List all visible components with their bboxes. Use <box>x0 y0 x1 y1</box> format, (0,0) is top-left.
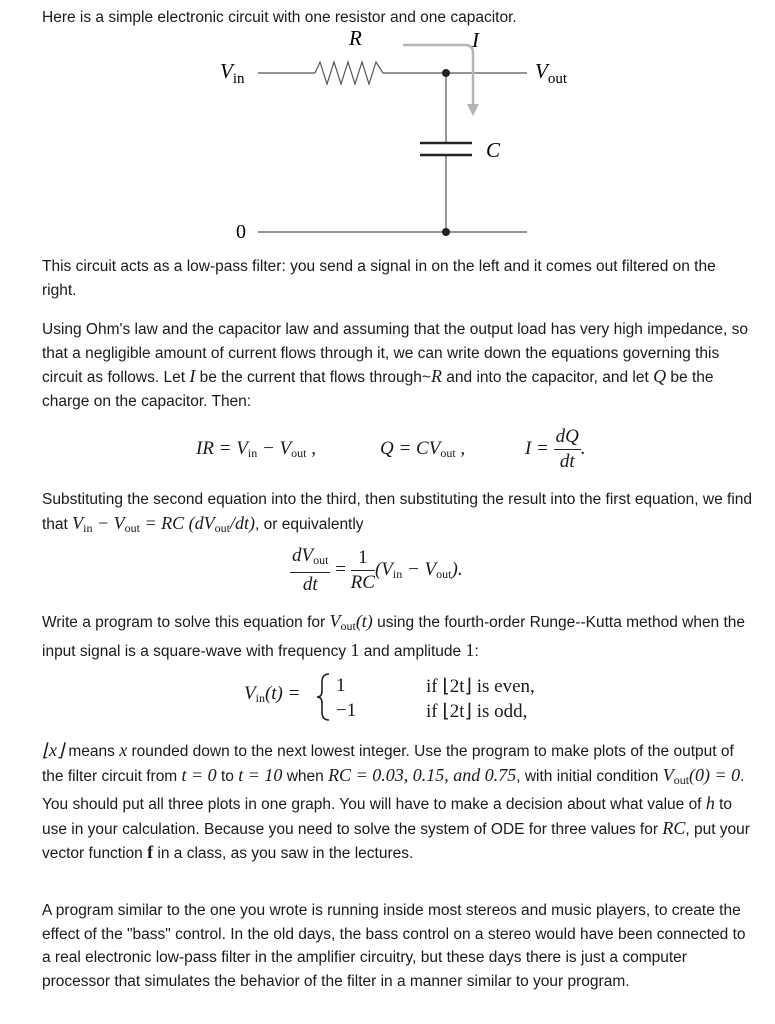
output-node <box>442 69 450 77</box>
paragraph-substitution: Substituting the second equation into the third, then substituting the result into the first equation, we find that $V_{in} - V_{out}$ = RC $(dV_{out}/dt)$, or equivalently <box>42 491 753 535</box>
label-vout: $V_{out}$ <box>535 59 567 87</box>
label-c: C <box>486 138 501 162</box>
equation-square-wave-lhs: $V_{in}(t)$ = <box>244 683 301 705</box>
paragraph-ohms-law: Using Ohm's law and the capacitor law and assuming that the output load has very high impedance, so that a negligible amount of current flows through it, we can write down the equations governing this circuit as follows. Let I be the current that flows through~R and into the capacitor, and let Q be the charge on the capacitor. Then: <box>42 321 749 410</box>
label-vin: $V_{in}$ <box>220 59 245 87</box>
equation-ohm: IR = $V_{in} - V_{out}$ , <box>196 438 316 460</box>
paragraph-lowpass: This circuit acts as a low-pass filter: you send a signal in on the left and it comes out filtered on the right. <box>42 258 716 299</box>
case-2-condition: if ⌊2t⌋ is odd, <box>426 701 528 722</box>
ground-node <box>442 228 450 236</box>
paragraph-runge-kutta: Write a program to solve this equation for $V_{out}(t)$ using the fourth-order Runge--Kutta method when the input signal is a square-wave with frequency 1 and amplitude 1: <box>42 611 746 660</box>
resistor-symbol <box>315 62 383 84</box>
equation-ode: $\frac{dV_{out}}{dt}$ = $\frac{1}{RC}$ $(V_{in} - V_{out})$. <box>292 545 463 595</box>
label-r: R <box>349 26 362 50</box>
case-1-value: 1 <box>336 675 346 696</box>
rc-circuit-diagram <box>0 0 775 250</box>
intro-text: Here is a simple electronic circuit with one resistor and one capacitor. <box>42 9 517 26</box>
equation-current: I = $\frac{dQ}{dt}$ . <box>525 426 586 472</box>
case-1-condition: if ⌊2t⌋ is even, <box>426 676 535 697</box>
current-arrow-head <box>467 104 479 116</box>
current-arrow-path <box>403 45 473 105</box>
case-2-value: −1 <box>336 700 357 721</box>
label-i: I <box>472 28 479 52</box>
equation-capacitor: $Q = CV_{out}$ , <box>380 438 466 460</box>
paragraph-instructions: ⌊x⌋ means x rounded down to the next lowest integer. Use the program to make plots of the output of the filter circuit from t = 0 to t = 10 when RC = 0.03, 0.15, and 0.75, with initial condition $V_{out}(0) = 0$. You should put all three plots in one graph. You will have to make a decision about what value of h to use in your calculation. Because you need to solve the system of ODE for three values for RC, put your vector function f in a class, as you saw in the lectures. <box>42 740 750 862</box>
label-ground: 0 <box>236 221 246 243</box>
piecewise-brace <box>316 672 332 722</box>
paragraph-bass-control: A program similar to the one you wrote is running inside most stereos and music players, to create the effect of the "bass" control. In the old days, the bass control on a stereo would have been connected to a real electronic low-pass filter in the amplifier circuitry, but these days there is just a computer processor that simulates the behavior of the filter in a manner similar to your program. <box>42 902 746 990</box>
